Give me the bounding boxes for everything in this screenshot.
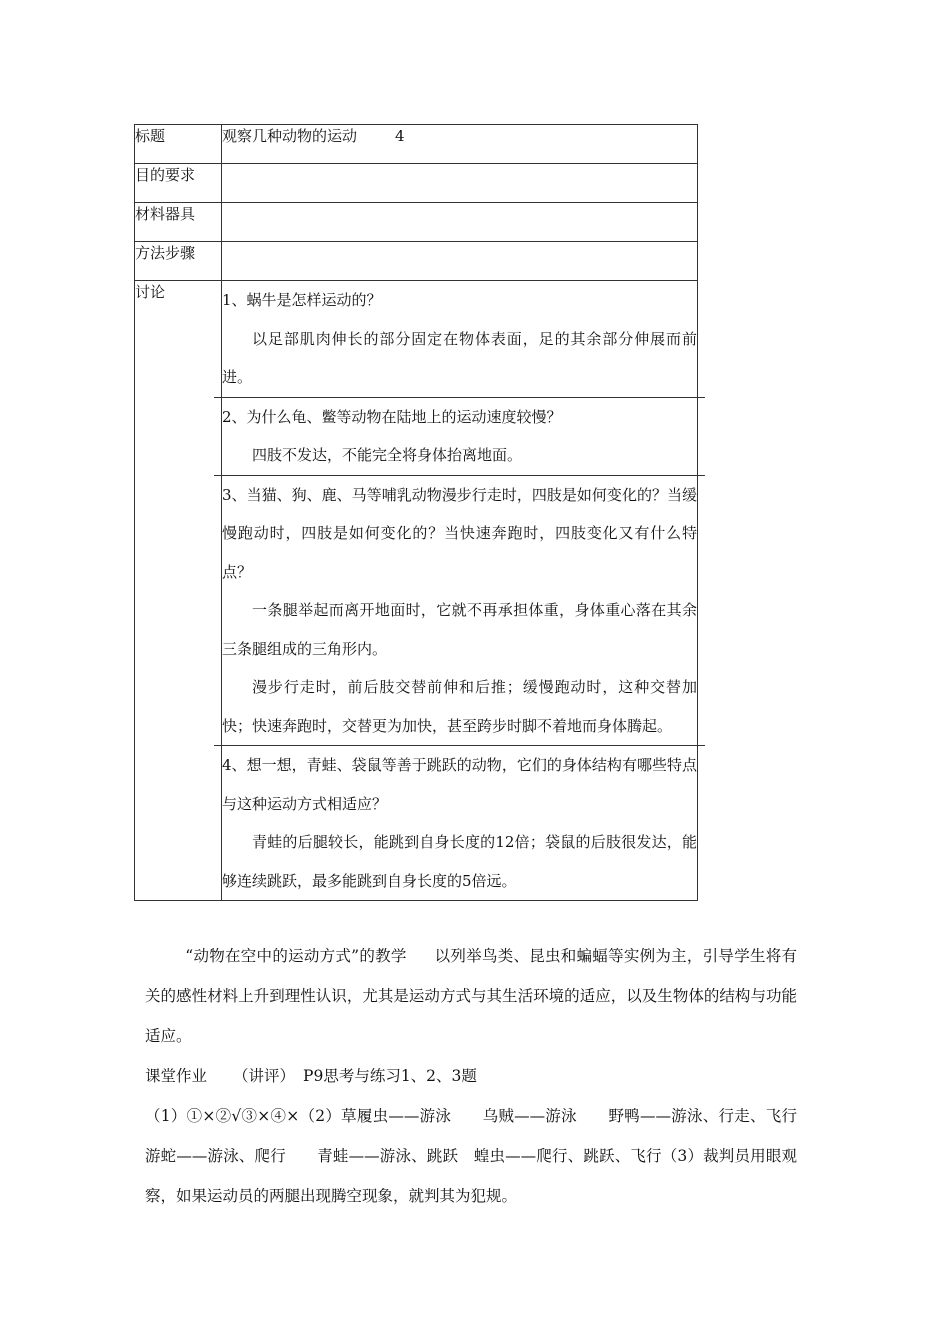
discussion-cell: [222, 281, 698, 901]
discussion-q2: [214, 398, 705, 476]
lesson-title: 观察几种动物的运动: [222, 127, 358, 145]
row-label: 方法步骤: [135, 242, 222, 281]
lesson-number: 4: [395, 127, 405, 145]
discussion-q1: [214, 281, 705, 398]
answer: 以足部肌肉伸长的部分固定在物体表面，足的其余部分伸展而前进。: [222, 329, 697, 386]
row-label: 目的要求: [135, 164, 222, 203]
homework-review: （讲评）: [233, 1067, 296, 1085]
row-value: [222, 125, 698, 164]
table-row-discussion: [135, 281, 698, 901]
homework-assignment: P9思考与练习1、2、3题: [303, 1067, 477, 1085]
homework-line: [145, 1056, 797, 1096]
answer: 四肢不发达，不能完全将身体抬离地面。: [252, 446, 523, 464]
paragraph-rest: 以列举鸟类、昆虫和蝙蝠等实例为主，引导学生将有关的感性材料上升到理性认识，尤其是运动方式与其生活环境的适应，以及生物体的结构与功能适应。: [145, 947, 797, 1045]
discussion-q4: [214, 746, 705, 900]
answer: 漫步行走时，前后肢交替前伸和后推；缓慢跑动时，这种交替加快；快速奔跑时，交替更为加快，甚至跨步时脚不着地而身体腾起。: [222, 678, 697, 735]
question: 1、蜗牛是怎样运动的？: [222, 291, 382, 309]
row-label: 材料器具: [135, 203, 222, 242]
answer: 青蛙的后腿较长，能跳到自身长度的12倍；袋鼠的后肢很发达，能够连续跳跃，最多能跳到自身长度的5倍远。: [222, 833, 697, 890]
teaching-paragraph: [145, 936, 797, 1056]
homework-answers: （1）①×②√③×④×（2）草履虫——游泳 乌贼——游泳 野鸭——游泳、行走、飞行 游蛇——游泳、爬行 青蛙——游泳、跳跃 蝗虫——爬行、跳跃、飞行（3）裁判员用眼观察，如果运动员的两腿出现腾空现象，就判其为犯规。: [145, 1107, 813, 1205]
row-value: [222, 203, 698, 242]
table-row-title: [135, 125, 698, 164]
table-row-methods: [135, 242, 698, 281]
question: 3、当猫、狗、鹿、马等哺乳动物漫步行走时，四肢是如何变化的？当缓慢跑动时，四肢是如何变化的？当快速奔跑时，四肢变化又有什么特点？: [222, 485, 697, 581]
question: 2、为什么龟、鳖等动物在陆地上的运动速度较慢？: [222, 407, 562, 426]
table-row-materials: [135, 203, 698, 242]
homework-label: 课堂作业: [145, 1067, 208, 1085]
discussion-q3: [214, 476, 705, 747]
table-row-objectives: [135, 164, 698, 203]
paragraph-lead: “动物在空中的运动方式”的教学: [185, 947, 407, 965]
row-label: 讨论: [135, 281, 222, 901]
body-text: [145, 936, 813, 1216]
row-label: 标题: [135, 125, 222, 164]
row-value: [222, 164, 698, 203]
lesson-table: [134, 124, 698, 901]
answer: 一条腿举起而离开地面时，它就不再承担体重，身体重心落在其余三条腿组成的三角形内。: [222, 601, 697, 658]
question: 4、想一想，青蛙、袋鼠等善于跳跃的动物，它们的身体结构有哪些特点与这种运动方式相适应？: [222, 756, 697, 813]
row-value: [222, 242, 698, 281]
